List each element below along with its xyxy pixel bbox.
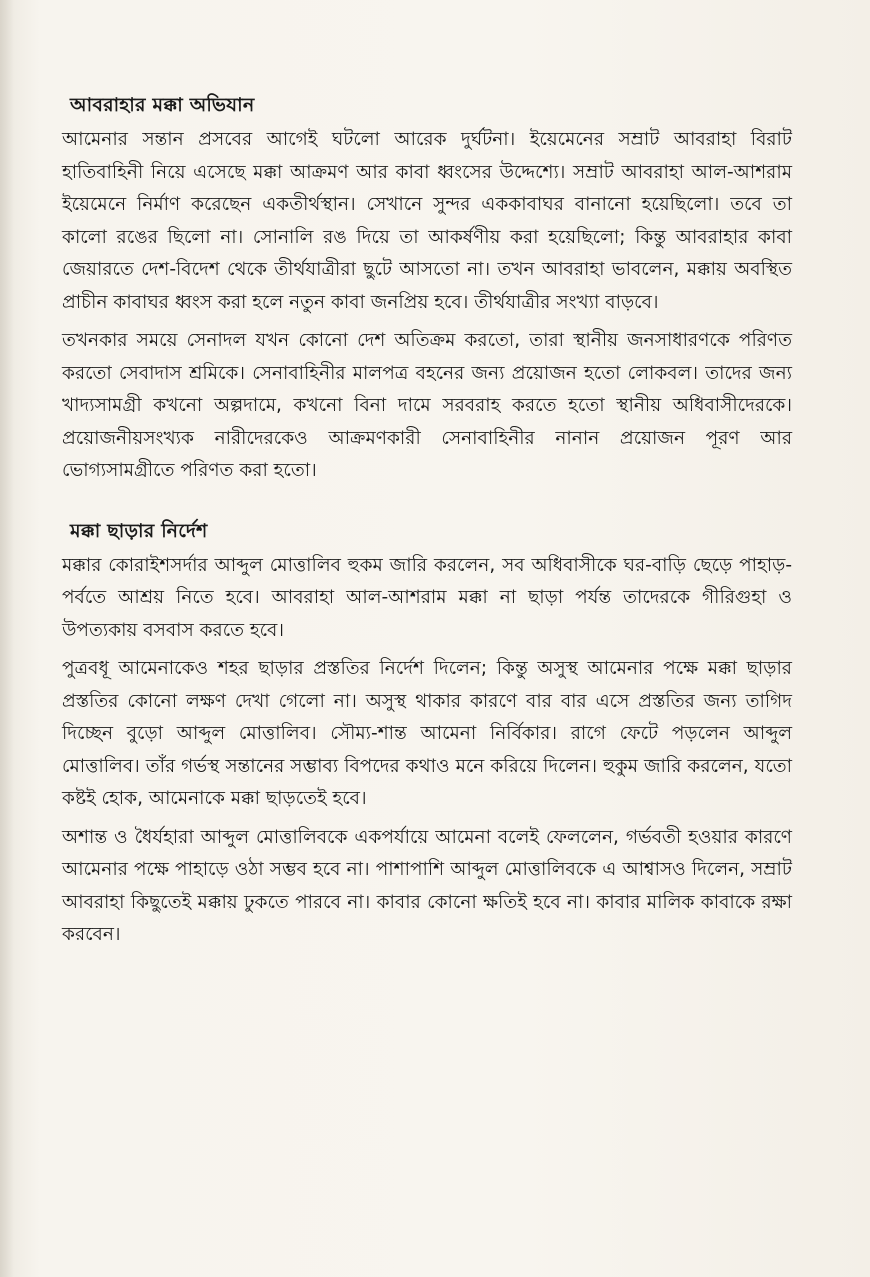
paragraph: তখনকার সময়ে সেনাদল যখন কোনো দেশ অতিক্রম করতো, তারা স্থানীয় জনসাধারণকে পরিণত করতো সেবাদাস শ্রমিকে। সেনাবাহিনীর মালপত্র বহনের জন্য প্রয়োজন হতো লোকবল। তাদের জন্য খাদ্যসামগ্রী কখনো অল্পদামে, কখনো বিনা দামে সরবরাহ করতে হতো স্থানীয় অধিবাসীদেরকে। প্রয়োজনীয়সংখ্যক নারীদেরকেও আক্রমণকারী সেনাবাহিনীর নানান প্রয়োজন পূরণ আর ভোগ্যসামগ্রীতে পরিণত করা হতো। bbox=[62, 330, 792, 481]
spine-shadow bbox=[0, 0, 14, 1277]
section-abraha-campaign bbox=[62, 88, 792, 488]
section-heading: আবরাহার মক্কা অভিযান bbox=[70, 94, 255, 116]
paragraph: আমেনার সন্তান প্রসবের আগেই ঘটলো আরেক দুর্ঘটনা। ইয়েমেনের সম্রাট আবরাহা বিরাট হাতিবাহিনী নিয়ে এসেছে মক্কা আক্রমণ আর কাবা ধ্বংসের উদ্দেশ্যে। সম্রাট আবরাহা আল-আশরাম ইয়েমেনে নির্মাণ করেছেন একতীর্থস্থান। সেখানে সুন্দর এককাবাঘর বানানো হয়েছিলো। তবে তা কালো রঙের ছিলো না। সোনালি রঙ দিয়ে তা আকর্ষণীয় করা হয়েছিলো; কিন্তু আবরাহার কাবা জেয়ারতে দেশ-বিদেশ থেকে তীর্থযাত্রীরা ছুটে আসতো না। তখন আবরাহা ভাবলেন, মক্কায় অবস্থিত প্রাচীন কাবাঘর ধ্বংস করা হলে নতুন কাবা জনপ্রিয় হবে। তীর্থযাত্রীর সংখ্যা বাড়বে। bbox=[62, 129, 792, 313]
paragraph: পুত্রবধূ আমেনাকেও শহর ছাড়ার প্রস্ততির নির্দেশ দিলেন; কিন্তু অসুস্থ আমেনার পক্ষে মক্কা ছাড়ার প্রস্ততির কোনো লক্ষণ দেখা গেলো না। অসুস্থ থাকার কারণে বার বার এসে প্রস্ততির জন্য তাগিদ দিচ্ছেন বুড়ো আব্দুল মোত্তালিব। সৌম্য-শান্ত আমেনা নির্বিকার। রাগে ফেটে পড়লেন আব্দুল মোত্তালিব। তাঁর গর্ভস্থ সন্তানের সম্ভাব্য বিপদের কথাও মনে করিয়ে দিলেন। হুকুম জারি করলেন, যতো কষ্টই হোক, আমেনাকে মক্কা ছাড়তেই হবে। bbox=[62, 658, 792, 809]
paragraph: অশান্ত ও ধৈর্যহারা আব্দুল মোত্তালিবকে একপর্যায়ে আমেনা বলেই ফেললেন, গর্ভবতী হওয়ার কারণে আমেনার পক্ষে পাহাড়ে ওঠা সম্ভব হবে না। পাশাপাশি আব্দুল মোত্তালিবকে এ আশ্বাসও দিলেন, সম্রাট আবরাহা কিছুতেই মক্কায় ঢুকতে পারবে না। কাবার কোনো ক্ষতিই হবে না। কাবার মালিক কাবাকে রক্ষা করবেন। bbox=[62, 826, 792, 945]
section-heading: মক্কা ছাড়ার নির্দেশ bbox=[70, 519, 208, 542]
section-leave-mecca-order bbox=[62, 514, 792, 952]
paragraph: মক্কার কোরাইশসর্দার আব্দুল মোত্তালিব হুকম জারি করলেন, সব অধিবাসীকে ঘর-বাড়ি ছেড়ে পাহাড়-পর্বতে আশ্রয় নিতে হবে। আবরাহা আল-আশরাম মক্কা না ছাড়া পর্যন্ত তাদেরকে গীরিগুহা ও উপত্যকায় বসবাস করতে হবে। bbox=[62, 554, 792, 641]
